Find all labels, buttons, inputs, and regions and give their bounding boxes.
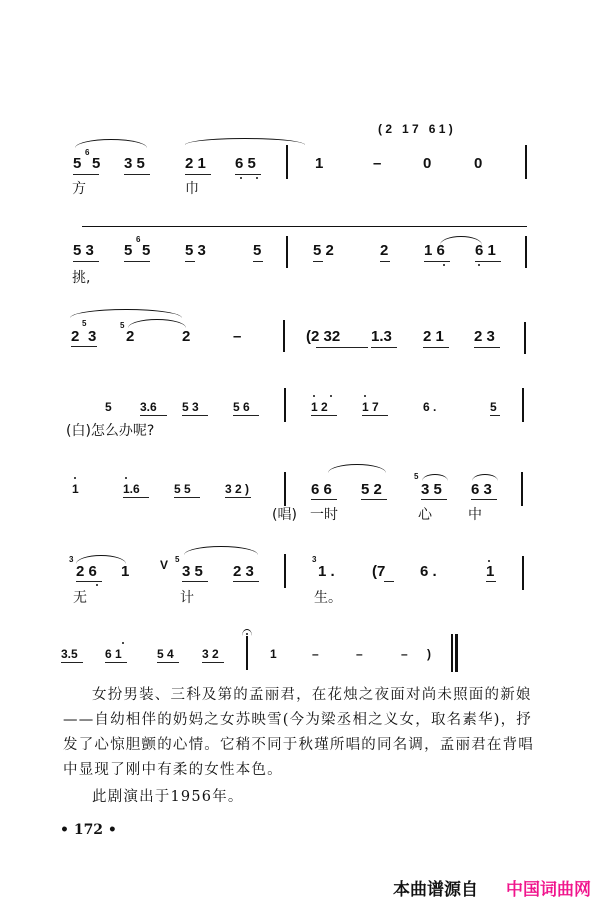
lyric: 一时 (310, 507, 338, 523)
intro-bracket: ( 2 1 7 6 1 ) (378, 122, 453, 136)
lyric: 计 (180, 590, 194, 606)
description-paragraph: 女扮男装、三科及第的孟丽君，在花烛之夜面对尚未照面的新娘——自幼相伴的奶妈之女苏映雪(今为梁丞相之义女，取名素华)，抒发了心惊胆颤的心情。它稍不同于秋瑾所唱的同名调，孟丽君在背唱中显现了刚中有柔的女性本色。 (63, 687, 534, 778)
slur (185, 138, 305, 145)
slur (75, 139, 147, 148)
watermark-prefix: 本曲谱源自 (393, 880, 478, 900)
lyric: 生。 (314, 590, 342, 606)
lyric: 巾 (185, 181, 199, 197)
lyric: 无 (73, 590, 87, 606)
lyric: 中 (468, 507, 482, 523)
breath-mark: V (160, 558, 169, 572)
barline (525, 145, 527, 179)
barline (286, 145, 288, 179)
performance-note: 此剧演出于1956年。 (92, 789, 244, 805)
lyric: 方 (72, 181, 86, 197)
lyric: (白)怎么办呢? (66, 423, 155, 439)
page-number: • 172 • (60, 822, 117, 838)
lyric: (唱) (272, 507, 297, 523)
slur (82, 226, 527, 233)
lyric: 心 (418, 507, 432, 523)
lyric: 挑, (72, 270, 91, 286)
watermark-site-link[interactable]: 中国词曲网 (506, 880, 591, 900)
